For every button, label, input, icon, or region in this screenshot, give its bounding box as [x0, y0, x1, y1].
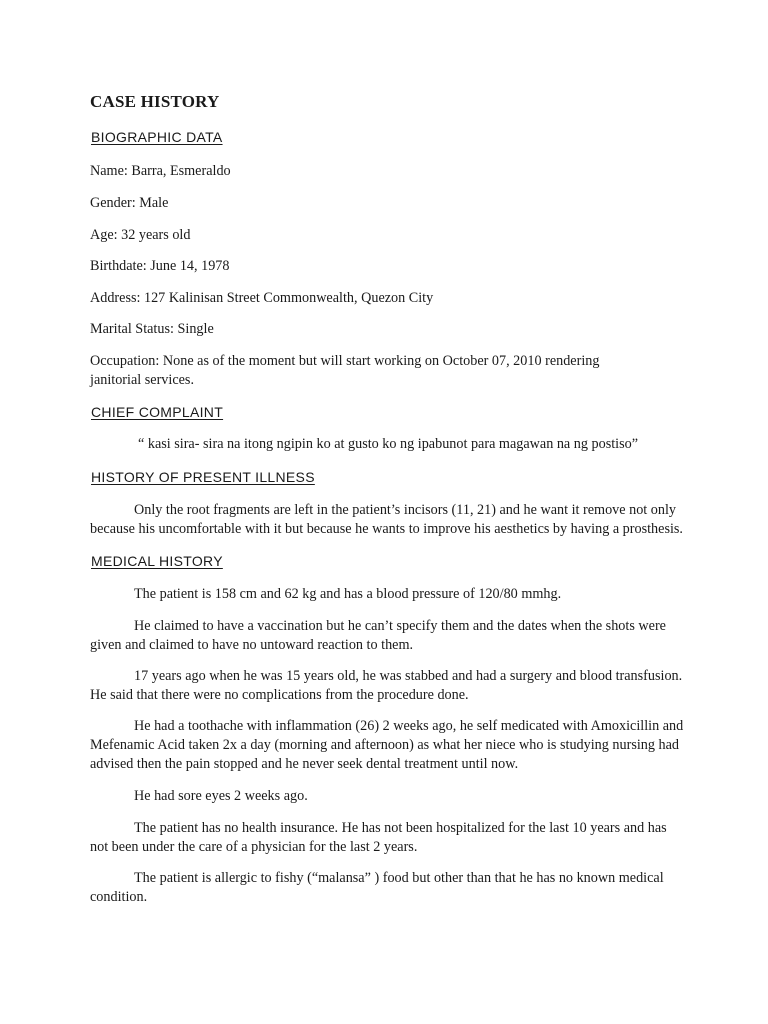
medical-history-paragraph: The patient is allergic to fishy (“malansa” ) food but other than that he has no known medical condition. [90, 870, 664, 905]
biographic-data-heading: BIOGRAPHIC DATA [91, 129, 223, 145]
medical-history-paragraph: He had sore eyes 2 weeks ago. [134, 788, 308, 804]
marital-status-field: Marital Status: Single [90, 321, 214, 337]
chief-complaint-heading: CHIEF COMPLAINT [91, 404, 224, 420]
gender-field: Gender: Male [90, 195, 169, 211]
present-illness-heading: HISTORY OF PRESENT ILLNESS [91, 469, 315, 485]
medical-history-paragraph: 17 years ago when he was 15 years old, he was stabbed and had a surgery and blood transfusion. He said that there were no complications from the procedure done. [90, 668, 683, 703]
chief-complaint-quote: “ kasi sira- sira na itong ngipin ko at gusto ko ng ipabunot para magawan na ng postiso” [138, 436, 639, 452]
medical-history-paragraph: The patient is 158 cm and 62 kg and has a blood pressure of 120/80 mmhg. [134, 586, 562, 602]
birthdate-field: Birthdate: June 14, 1978 [90, 258, 230, 274]
name-field: Name: Barra, Esmeraldo [90, 163, 231, 179]
medical-history-paragraph: The patient has no health insurance. He has not been hospitalized for the last 10 years and has not been under the care of a physician for the last 2 years. [90, 820, 667, 855]
age-field: Age: 32 years old [90, 227, 191, 243]
occupation-field: Occupation: None as of the moment but will start working on October 07, 2010 rendering janitorial services. [90, 353, 600, 388]
page-title: CASE HISTORY [90, 92, 220, 111]
address-field: Address: 127 Kalinisan Street Commonwealth, Quezon City [90, 290, 434, 306]
present-illness-paragraph: Only the root fragments are left in the patient’s incisors (11, 21) and he want it remove not only because his uncomfortable with it but because he wants to improve his aesthetics by having a prosthesis. [90, 502, 683, 537]
medical-history-heading: MEDICAL HISTORY [91, 553, 223, 569]
medical-history-paragraph: He claimed to have a vaccination but he can’t specify them and the dates when the shots were given and claimed to have no untoward reaction to them. [90, 618, 666, 653]
medical-history-paragraph: He had a toothache with inflammation (26) 2 weeks ago, he self medicated with Amoxicillin and Mefenamic Acid taken 2x a day (morning and afternoon) as what her niece who is studying nursing had advised then the pain stopped and he never seek dental treatment until now. [90, 718, 684, 772]
